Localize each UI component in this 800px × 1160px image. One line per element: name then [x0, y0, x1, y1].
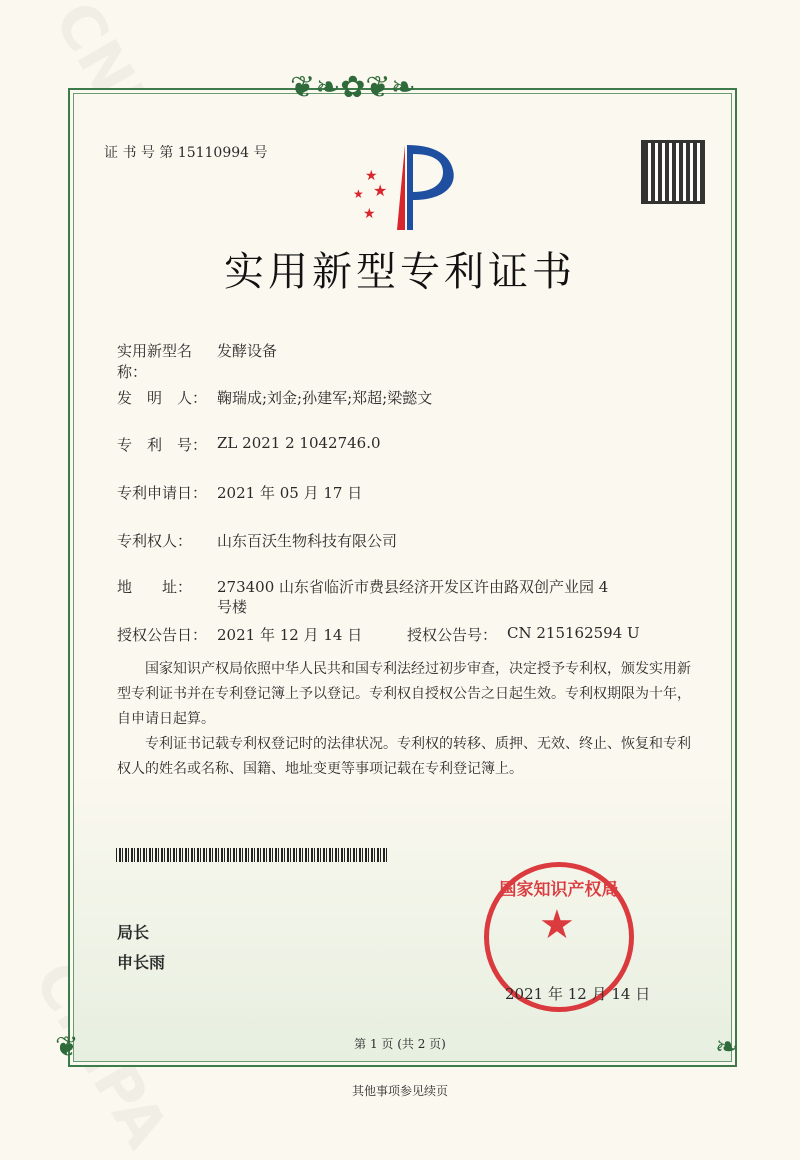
- field-value: ZL 2021 2 1042746.0: [217, 434, 381, 452]
- seal-text: 国家知识产权局: [499, 880, 619, 900]
- field-value: 2021 年 05 月 17 日: [217, 484, 363, 502]
- certificate-number: 证 书 号 第 15110994 号: [104, 145, 268, 161]
- field-label: 授权公告日：: [117, 626, 208, 644]
- field-label: 实用新型名称：: [117, 342, 193, 381]
- paragraph: 专利证书记载专利权登记时的法律状况。专利权的转移、质押、无效、终止、恢复和专利权人的姓名或名称、国籍、地址变更等事项记载在专利登记簿上。: [117, 736, 691, 777]
- field-label: 授权公告号：: [407, 626, 498, 644]
- paragraph: 国家知识产权局依照中华人民共和国专利法经过初步审查，决定授予专利权，颁发实用新型专利证书并在专利登记簿上予以登记。专利权自授权公告之日起生效。专利权期限为十年，自申请日起算。: [117, 661, 691, 727]
- qr-code: [641, 140, 705, 204]
- field-label: 专利申请日：: [117, 484, 208, 502]
- field-inventors: [117, 387, 637, 408]
- cnipa-logo: [345, 140, 465, 235]
- field-value: 273400 山东省临沂市费县经济开发区许由路双创产业园 4 号楼: [217, 578, 609, 616]
- barcode: [116, 848, 388, 862]
- ornament-bottom-right: ❧: [715, 1030, 739, 1063]
- field-patentee: [117, 530, 637, 551]
- ornament-bottom-left: ❦: [55, 1030, 79, 1063]
- svg-text:★: ★: [365, 168, 378, 184]
- field-label: 专 利 号：: [117, 436, 208, 454]
- field-label: 发 明 人：: [117, 389, 208, 407]
- field-label: 地 址：: [117, 578, 193, 596]
- svg-text:★: ★: [373, 181, 388, 200]
- field-address: [117, 577, 617, 617]
- field-grant-date: [117, 624, 657, 645]
- continued-note: 其他事项参见续页: [351, 1084, 448, 1098]
- svg-text:★: ★: [363, 206, 376, 222]
- field-label: 专利权人：: [117, 532, 193, 550]
- field-value: 山东百沃生物科技有限公司: [217, 532, 398, 550]
- field-application-date: [117, 482, 637, 503]
- ornament-top: ❦❧✿❦❧: [290, 70, 416, 105]
- field-name: [117, 340, 637, 382]
- field-value: 发酵设备: [217, 342, 278, 360]
- field-value: 2021 年 12 月 14 日: [217, 626, 363, 644]
- signer-name: 申长雨: [117, 953, 166, 972]
- certificate-title: 实用新型专利证书: [224, 249, 576, 295]
- field-value: 鞠瑞成;刘金;孙建军;郑超;梁懿文: [217, 389, 433, 407]
- national-emblem-icon: ★: [539, 902, 575, 948]
- field-value: CN 215162594 U: [507, 624, 640, 642]
- page-info: 第 1 页 (共 2 页): [354, 1037, 446, 1051]
- svg-text:★: ★: [353, 187, 364, 201]
- field-patent-number: [117, 434, 637, 455]
- seal-date: 2021 年 12 月 14 日: [505, 985, 651, 1003]
- signer-title: 局长: [117, 923, 150, 942]
